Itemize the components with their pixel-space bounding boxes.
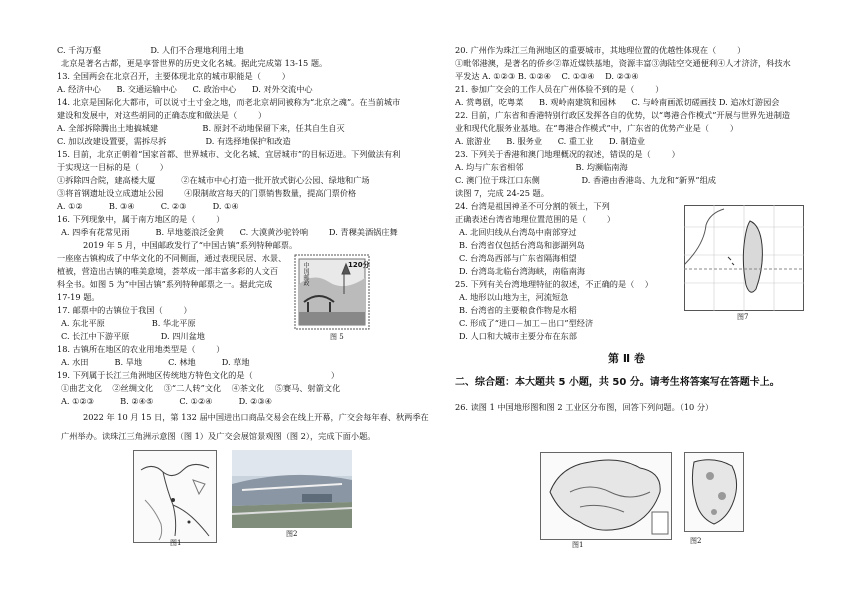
text-line: A. 经济中心 B. 交通运输中心 C. 政治中心 D. 对外交流中心	[57, 84, 313, 94]
text-line: A. ①②③ B. ②④⑤ C. ①②④ D. ②③④	[61, 396, 273, 406]
text-line: A. 均与广东省相邻 B. 均濒临南海	[455, 162, 628, 172]
text-line: 正确表述台湾省地理位置范围的是（ ）	[455, 214, 616, 224]
taiwan-map-image	[684, 205, 804, 311]
text-line: C. 加以改建设置要，需拆尽拆 D. 有选择地保护和改造	[57, 136, 291, 146]
text-line: 一座座古镇构成了中华文化的不同侧面，通过表现民居、水景、	[57, 253, 287, 263]
text-line: C. 台湾岛西部与广东省隔海相望	[459, 253, 577, 263]
text-line: B. 台湾省的主要粮食作物是水稻	[459, 305, 577, 315]
china-map-image	[540, 452, 672, 540]
text-line: 23. 下列关于香港和澳门地理概况的叙述，错误的是（ ）	[455, 149, 680, 159]
delta-map-image	[133, 450, 217, 544]
figure-2-caption: 图2	[286, 530, 298, 538]
text-line: ③将首钢遗址设立成遗址公园 ④限制故宫每天的门票销售数量，提高门票价格	[57, 188, 357, 198]
text-line: ①拆除四合院，建高楼大厦 ②在城市中心打造一批开放式街心公园、绿地和广场	[57, 175, 370, 185]
stamp-figure	[294, 254, 370, 330]
stamp-caption: 图 5	[330, 333, 344, 341]
text-line: A. 赏粤剧，吃粤菜 B. 观岭南建筑和园林 C. 与岭南画派切磋画技 D. 追冰灯游园会	[455, 97, 780, 107]
section-title: 第 Ⅱ 卷	[608, 352, 645, 365]
text-line: 15. 目前，北京正朝着“国家首都、世界城市、文化名城、宜居城市”的目标迈进。下列做法有利	[57, 149, 401, 159]
map-1-caption: 图1	[572, 541, 584, 549]
text-line: A. 全部拆除腾出土地搞城建 B. 原封不动地保留下来，任其自生自灭	[57, 123, 345, 133]
text-line: D. 人口和大城市主要分布在东部	[459, 331, 577, 341]
text-line: 22. 目前，广东省和香港特别行政区发挥各自的优势，以“粤港合作模式”开展与世界先进制造	[455, 110, 791, 120]
text-line: C. 长江中下游平原 D. 四川盆地	[61, 331, 205, 341]
text-line: 平发达 A. ①②③ B. ①②④ C. ①③④ D. ②③④	[455, 71, 639, 81]
text-line: A. 东北平原 B. 华北平原	[61, 318, 196, 328]
text-line: 科全书。如图 5 为“中国古镇”系列特种邮票之一。据此完成	[57, 279, 273, 289]
text-line: A. 四季有花常见雨 B. 早地菱浪泛金黄 C. 大漠黄沙驼铃响 D. 青稞美酒锅庄舞	[61, 227, 398, 237]
figure-1-map	[133, 450, 217, 544]
figure-2-photo	[232, 450, 352, 528]
figure-7-caption: 图7	[737, 313, 749, 321]
text-line: C. 千沟万壑 D. 人们不合理地利用土地	[57, 45, 244, 55]
map-2-caption: 图2	[690, 537, 702, 545]
text-line: 2022 年 10 月 15 日，第 132 届中国进出口商品交易会在线上开幕，广交会每年春、秋两季在	[83, 412, 429, 422]
section-heading: 二、综合题：本大题共 5 小题，共 50 分。请考生将答案写在答题卡上。	[455, 377, 780, 388]
text-line: A. 北回归线从台湾岛中南部穿过	[459, 227, 577, 237]
text-line: C. 形成了“进口－加工－出口”型经济	[459, 318, 594, 328]
figure-1-caption: 图1	[170, 539, 182, 547]
text-line: 业和现代化服务业基地。在“粤港合作模式”中，广东省的优势产业是（ ）	[455, 123, 739, 133]
text-line: D. 台湾岛北临台湾海峡，南临南海	[459, 266, 586, 276]
text-line: 北京是著名古都，更是享誉世界的历史文化名城。据此完成第 13-15 题。	[61, 58, 328, 68]
text-line: A. 旅游业 B. 服务业 C. 重工业 D. 制造业	[455, 136, 646, 146]
text-line: 于实现这一目标的是（ ）	[57, 162, 168, 172]
text-line: 植被，营造出古镇的唯美意境，荟萃成一部丰富多彩的人文百	[57, 266, 279, 276]
text-line: 18. 古镇所在地区的农业用地类型是（ ）	[57, 344, 225, 354]
text-line: 19. 下列属于长江三角洲地区传统地方特色文化的是（ ）	[57, 370, 340, 380]
text-line: 建设和发展中，对这些胡同的正确态度和做法是（ ）	[57, 110, 267, 120]
text-line: 读图 7，完成 24-25 题。	[455, 188, 549, 198]
text-line: 16. 下列现象中，属于南方地区的是（ ）	[57, 214, 225, 224]
text-line: 25. 下列有关台湾地理特征的叙述，不正确的是（ ）	[455, 279, 653, 289]
china-topography-map	[540, 452, 672, 540]
text-line: 26. 读图 1 中国地形图和图 2 工业区分布图，回答下列问题。（10 分）	[455, 402, 714, 412]
stamp-text: 中国邮政	[302, 262, 309, 286]
text-line: A. ①② B. ③④ C. ②③ D. ①④	[57, 201, 239, 211]
text-line: ①毗邻港澳，是著名的侨乡②靠近煤铁基地，资源丰富③海陆空交通便利④人才济济，科技水	[455, 58, 791, 68]
industrial-zone-map	[684, 452, 744, 532]
exhibition-hall-image	[232, 450, 352, 528]
text-line: 广州举办。读珠江三角洲示意图（图 1）及广交会展馆景观图（图 2），完成下面小题。	[61, 431, 376, 441]
text-line: B. 台湾省仅包括台湾岛和澎湖列岛	[459, 240, 585, 250]
text-line: A. 水田 B. 旱地 C. 林地 D. 草地	[61, 357, 250, 367]
text-line: 20. 广州作为珠江三角洲地区的重要城市，其地理位置的优越性体现在（ ）	[455, 45, 746, 55]
text-line: 13. 全国两会在北京召开，主要体现北京的城市职能是（ ）	[57, 71, 290, 81]
text-line: 2019 年 5 月，中国邮政发行了“中国古镇”系列特种邮票。	[83, 240, 298, 250]
text-line: 17. 邮票中的古镇位于我国（ ）	[57, 305, 192, 315]
figure-7-map	[684, 205, 804, 311]
text-line: 14. 北京是国际化大都市，可以说寸土寸金之地，而老北京胡同被称为“北京之魂”。在当前城市	[57, 97, 401, 107]
text-line: 17-19 题。	[57, 292, 100, 302]
text-line: ①曲艺文化 ②丝绸文化 ③“二人转”文化 ④茶文化 ⑤赛马、射箭文化	[61, 383, 341, 393]
stamp-value: 120分	[348, 261, 370, 269]
text-line: 24. 台湾是祖国神圣不可分割的领土，下列	[455, 201, 610, 211]
industry-map-image	[684, 452, 744, 532]
text-line: 21. 参加广交会的工作人员在广州体验不到的是（ ）	[455, 84, 664, 94]
text-line: A. 地形以山地为主，河流短急	[459, 292, 569, 302]
text-line: C. 澳门位于珠江口东侧 D. 香港由香港岛、九龙和“新界”组成	[455, 175, 716, 185]
